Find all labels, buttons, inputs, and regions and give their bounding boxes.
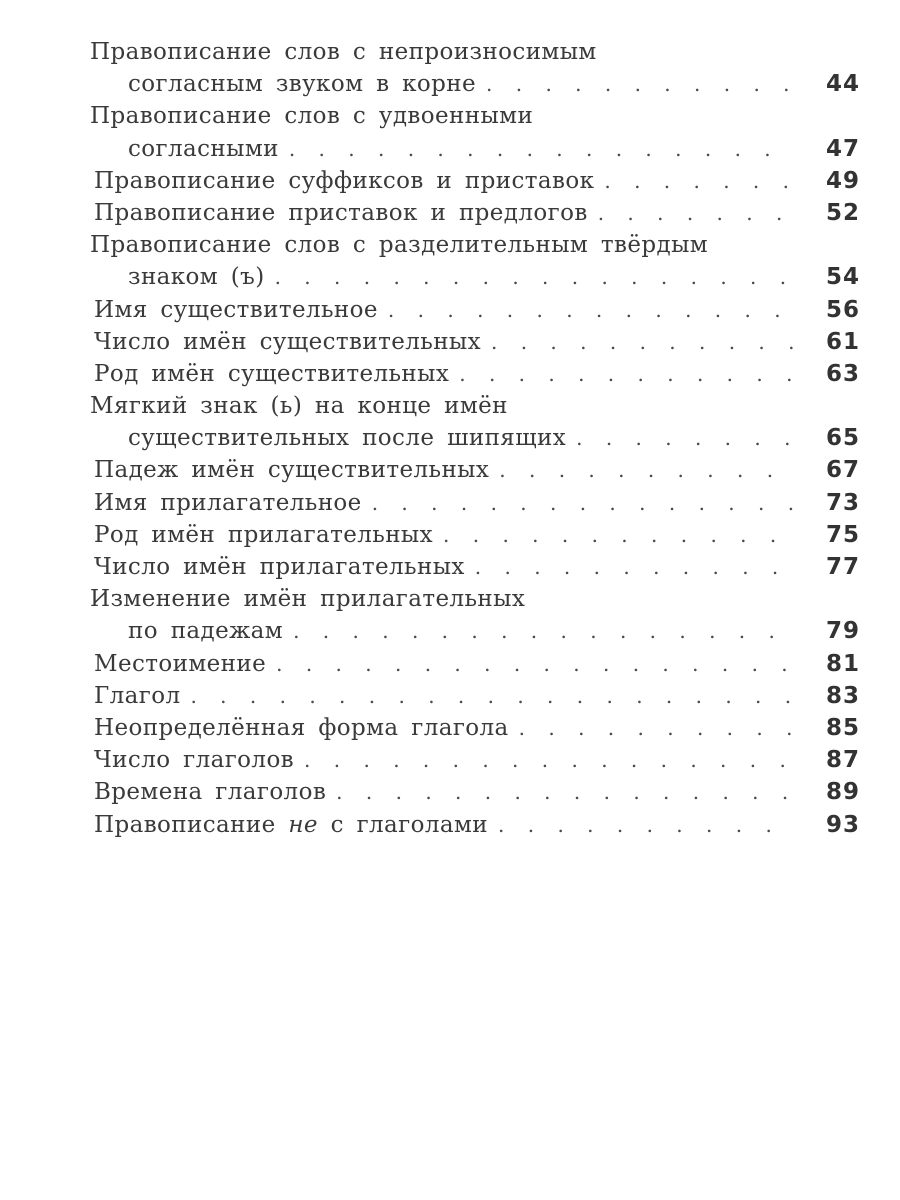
toc-title-part: с глаголами <box>317 811 489 838</box>
page-number: 61 <box>825 328 860 355</box>
dot-leader <box>336 776 794 808</box>
dot-leader <box>190 680 794 712</box>
page-number: 63 <box>825 360 860 387</box>
toc-entry <box>90 487 860 519</box>
dot-leader <box>486 68 794 100</box>
page-number: 81 <box>825 650 860 677</box>
page-number: 47 <box>825 135 860 162</box>
toc-line <box>90 712 860 744</box>
dot-leader <box>459 358 794 390</box>
toc-line <box>90 133 860 165</box>
page-number: 85 <box>825 714 860 741</box>
toc-line <box>90 261 860 293</box>
dot-leader <box>388 294 794 326</box>
table-of-contents <box>90 36 860 841</box>
toc-entry <box>90 390 860 454</box>
dot-leader <box>519 712 794 744</box>
toc-entry <box>90 809 860 841</box>
toc-entry <box>90 165 860 197</box>
toc-line <box>90 615 860 647</box>
toc-entry-title: по падежам <box>128 618 284 645</box>
page-number: 77 <box>825 554 860 580</box>
toc-line <box>90 197 860 229</box>
toc-line <box>90 648 860 680</box>
toc-entry-title: согласным звуком в корне <box>128 71 477 98</box>
toc-entry-title: Правописание слов с удвоенными <box>90 103 534 130</box>
toc-entry <box>90 36 860 100</box>
toc-title-part: не <box>288 811 318 838</box>
dot-leader <box>276 648 794 680</box>
toc-line <box>90 390 860 422</box>
toc-line <box>90 744 860 776</box>
toc-title-part: Правописание <box>94 811 289 838</box>
page-number: 87 <box>825 747 860 774</box>
toc-entry-title: Имя существительное <box>94 296 378 323</box>
toc-entry-title: Правописание слов с непроизносимым <box>90 39 597 65</box>
page-number: 54 <box>825 264 860 291</box>
toc-entry <box>90 454 860 486</box>
toc-line <box>90 294 860 326</box>
page-number: 79 <box>825 618 860 645</box>
toc-entry <box>90 680 860 712</box>
dot-leader <box>598 197 794 229</box>
toc-entry-title: Глагол <box>94 682 181 709</box>
page-number: 44 <box>825 71 860 98</box>
toc-entry-title: Род имён существительных <box>94 360 450 387</box>
toc-entry-title: Род имён прилагательных <box>94 521 434 548</box>
toc-entry <box>90 776 860 808</box>
toc-entry <box>90 744 860 776</box>
toc-entry-title <box>94 809 488 841</box>
toc-entry-title: Число глаголов <box>94 747 295 774</box>
toc-entry-title: согласными <box>128 135 279 162</box>
toc-entry-title: Местоимение <box>94 650 267 677</box>
toc-line <box>90 583 860 615</box>
toc-entry <box>90 197 860 229</box>
toc-line <box>90 165 860 197</box>
toc-line <box>90 326 860 358</box>
toc-entry-title: Правописание слов с разделительным твёрдым <box>90 232 709 259</box>
page-number: 65 <box>825 425 860 452</box>
toc-entry <box>90 294 860 326</box>
dot-leader <box>443 519 794 551</box>
toc-line <box>90 519 860 551</box>
toc-entry-title: Мягкий знак (ь) на конце имён <box>90 393 508 420</box>
toc-entry-title: Число имён прилагательных <box>94 554 465 580</box>
toc-line <box>90 422 860 454</box>
toc-line <box>90 454 860 486</box>
toc-entry-title: Число имён существительных <box>94 328 481 355</box>
toc-line <box>90 229 860 261</box>
toc-entry <box>90 648 860 680</box>
toc-entry-title: Правописание приставок и предлогов <box>94 199 588 226</box>
toc-entry-title: Имя прилагательное <box>94 489 362 516</box>
toc-entry <box>90 519 860 551</box>
toc-line <box>90 36 860 68</box>
toc-line <box>90 680 860 712</box>
toc-entry <box>90 583 860 647</box>
toc-line <box>90 68 860 100</box>
toc-entry <box>90 229 860 293</box>
dot-leader <box>289 133 794 165</box>
page-number: 89 <box>825 779 860 806</box>
toc-entry <box>90 326 860 358</box>
page-number: 67 <box>825 457 860 484</box>
dot-leader <box>293 615 794 647</box>
page-number: 83 <box>825 682 860 709</box>
page-number: 73 <box>825 489 860 516</box>
dot-leader <box>604 165 794 197</box>
page-number: 49 <box>825 167 860 194</box>
toc-entry-title: Падеж имён существительных <box>94 457 490 484</box>
dot-leader <box>475 551 794 583</box>
page-number: 93 <box>825 811 860 838</box>
toc-line <box>90 776 860 808</box>
toc-entry-title: Изменение имён прилагательных <box>90 586 526 613</box>
dot-leader <box>576 422 794 454</box>
dot-leader <box>372 487 794 519</box>
toc-entry-title: Времена глаголов <box>94 779 327 806</box>
toc-line <box>90 358 860 390</box>
page-number: 75 <box>825 521 860 548</box>
toc-entry <box>90 551 860 583</box>
dot-leader <box>499 454 794 486</box>
page-number: 56 <box>825 296 860 323</box>
toc-entry <box>90 712 860 744</box>
toc-line <box>90 100 860 132</box>
dot-leader <box>275 261 794 293</box>
dot-leader <box>304 744 794 776</box>
toc-entry-title: существительных после шипящих <box>128 425 567 452</box>
toc-entry <box>90 358 860 390</box>
toc-line <box>90 809 860 841</box>
toc-line <box>90 551 860 583</box>
dot-leader <box>491 326 794 358</box>
page-number: 52 <box>825 199 860 226</box>
dot-leader <box>498 809 794 841</box>
toc-entry-title: знаком (ъ) <box>128 264 265 291</box>
toc-entry-title: Неопределённая форма глагола <box>94 714 509 741</box>
toc-entry <box>90 100 860 164</box>
toc-entry-title: Правописание суффиксов и приставок <box>94 167 595 194</box>
toc-line <box>90 487 860 519</box>
